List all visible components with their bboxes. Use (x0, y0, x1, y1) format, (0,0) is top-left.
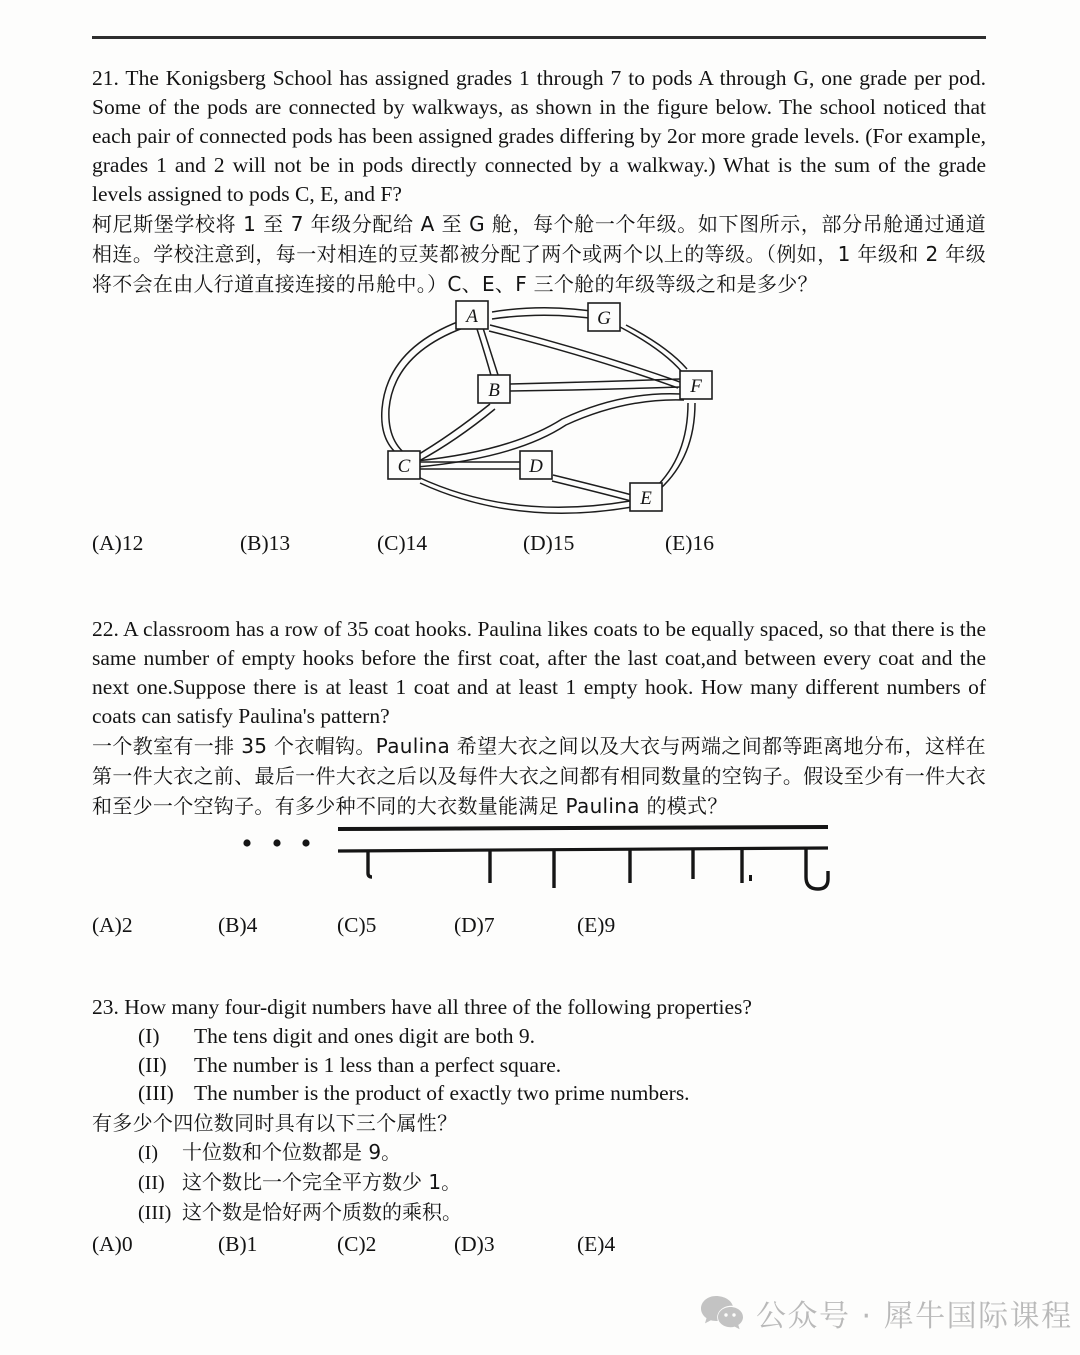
svg-text:B: B (488, 380, 500, 401)
hook-1 (368, 851, 372, 877)
edge-E-F (654, 403, 688, 489)
edge-A-B-2 (483, 328, 499, 378)
choice-21-B[interactable]: (B)13 (240, 531, 291, 555)
choice-22-D[interactable]: (D)7 (454, 913, 495, 937)
page-top-rule (92, 36, 986, 39)
question-22-figure (92, 821, 986, 913)
node-A (456, 301, 488, 329)
choice-21-E[interactable]: (E)16 (665, 531, 714, 555)
svg-text:G: G (597, 308, 611, 329)
edge-G-F-2 (626, 325, 687, 369)
watermark (700, 1291, 1073, 1335)
ellipsis-dots (243, 839, 309, 846)
zh-item-1-text: 十位数和个位数都是 9。 (182, 1139, 402, 1164)
question-22-english-text: 22. A classroom has a row of 35 coat hooks. Paulina likes coats to be equally spaced, so that there is the same number of empty hooks before the first coat, after the last coat,and between every coat and the next one.Suppose there is at least 1 coat and at least 1 empty hook. How many different numbers of coats can satisfy Paulina's pattern? (92, 617, 986, 728)
question-21-figure (92, 299, 986, 531)
svg-text:C: C (397, 456, 411, 477)
edge-B-C-2 (419, 409, 495, 461)
item-2-text: The number is 1 less than a perfect square. (194, 1052, 562, 1077)
zh-item-3-roman: (III) (138, 1201, 172, 1224)
question-23-chinese-text: 有多少个四位数同时具有以下三个属性？ (92, 1110, 458, 1135)
edge-B-F-2 (510, 387, 680, 391)
node-E (630, 483, 662, 511)
hook-tick-1 (749, 875, 752, 881)
spacer-between-q21-q22 (92, 565, 986, 615)
svg-text:E: E (640, 488, 652, 509)
hook-7-curved (806, 848, 828, 889)
rack-lower-rail (338, 848, 828, 851)
item-1-roman: (I) (138, 1024, 160, 1048)
pods-graph-svg (92, 299, 986, 531)
node-B (478, 375, 510, 403)
item-3-roman: (III) (138, 1081, 174, 1105)
question-23-choices (92, 1232, 986, 1266)
wechat-icon (700, 1295, 744, 1331)
item-2-roman: (II) (138, 1052, 167, 1077)
ellipsis-dot-2 (273, 839, 280, 846)
question-21-chinese-text: 柯尼斯堡学校将 1 至 7 年级分配给 A 至 G 舱，每个舱一个年级。如下图所示，部分吊舱通过通道相连。学校注意到，每一对相连的豆荚都被分配了两个或两个以上的等级。（例如，1 年级和 2 年级将不会在由人行道直接连接的吊舱中。）C、E、F 三个舱的年级等级之和是多少？ (92, 212, 986, 296)
zh-item-2-roman: (II) (138, 1171, 165, 1194)
ellipsis-dot-1 (243, 839, 250, 846)
choice-22-C[interactable]: (C)5 (337, 913, 377, 937)
question-23 (92, 993, 986, 1266)
choice-23-A[interactable]: (A)0 (92, 1231, 133, 1256)
question-23-item-1 (92, 1022, 986, 1051)
question-22-chinese-text: 一个教室有一排 35 个衣帽钩。Paulina 希望大衣之间以及大衣与两端之间都等距离地分布，这样在第一件大衣之前、最后一件大衣之后以及每件大衣之间都有相同数量的空钩子。假设至少有一件大衣和至少一个空钩子。有多少种不同的大衣数量能满足 Paulina 的模式？ (92, 734, 986, 818)
zh-item-2-text: 这个数比一个完全平方数少 1。 (182, 1169, 462, 1194)
edge-A-F (490, 325, 680, 382)
question-22 (92, 615, 986, 947)
node-C (388, 451, 420, 479)
choice-22-E[interactable]: (E)9 (577, 913, 616, 937)
edge-D-E (553, 475, 632, 495)
question-23-zh-item-2 (92, 1168, 986, 1198)
rack-upper-rail (338, 827, 828, 829)
spacer-between-q22-q23 (92, 947, 986, 993)
document-content (92, 64, 986, 1266)
ellipsis-dot-3 (302, 839, 309, 846)
choice-23-C[interactable]: (C)2 (337, 1231, 377, 1256)
item-3-text: The number is the product of exactly two prime numbers. (194, 1081, 690, 1105)
node-G (588, 303, 620, 331)
choice-23-E[interactable]: (E)4 (577, 1231, 616, 1256)
question-23-chinese-items (92, 1138, 986, 1228)
edge-B-F (510, 379, 680, 384)
choice-23-B[interactable]: (B)1 (218, 1231, 258, 1256)
coat-rack-rails (338, 827, 828, 851)
question-23-item-2 (92, 1051, 986, 1080)
edge-A-B (477, 329, 492, 379)
question-21-english-text: 21. The Konigsberg School has assigned grades 1 through 7 to pods A through G, one grade per pod. Some of the pods are connected by walkways, as shown in the figure below. The school noticed that each pair of connected pods has been assigned grades differing by 2or more grade levels. (For example, grades 1 and 2 will not be in pods directly connected by a walkway.) What is the sum of the grade levels assigned to pods C, E, and F? (92, 66, 986, 206)
svg-text:F: F (690, 376, 702, 397)
choice-21-D[interactable]: (D)15 (523, 531, 575, 555)
question-23-item-3 (92, 1079, 986, 1108)
coat-rack-svg (92, 821, 986, 913)
svg-text:A: A (466, 306, 478, 327)
coat-hooks (368, 848, 828, 889)
edge-B-C (414, 404, 490, 457)
watermark-text: 公众号 · 犀牛国际课程 (756, 1299, 1073, 1334)
question-23-zh-item-1 (92, 1138, 986, 1168)
svg-text:D: D (529, 456, 543, 477)
question-21-choices (92, 531, 986, 565)
hook-tick-marks (749, 875, 752, 881)
edge-C-E-2 (420, 483, 632, 513)
choice-23-D[interactable]: (D)3 (454, 1231, 495, 1256)
choice-21-C[interactable]: (C)14 (377, 531, 428, 555)
question-23-english-items (92, 1022, 986, 1108)
choice-21-A[interactable]: (A)12 (92, 531, 144, 555)
choice-22-B[interactable]: (B)4 (218, 913, 258, 937)
zh-item-3-text: 这个数是恰好两个质数的乘积。 (182, 1199, 462, 1224)
question-21 (92, 64, 986, 565)
question-22-choices (92, 913, 986, 947)
question-23-zh-item-3 (92, 1198, 986, 1228)
edge-A-C-2 (389, 328, 463, 459)
question-23-english-text: 23. How many four-digit numbers have all three of the following properties? (92, 995, 752, 1019)
choice-22-A[interactable]: (A)2 (92, 913, 133, 937)
node-D (520, 451, 552, 479)
node-F (680, 371, 712, 399)
zh-item-1-roman: (I) (138, 1141, 158, 1164)
item-1-text: The tens digit and ones digit are both 9. (194, 1024, 535, 1048)
